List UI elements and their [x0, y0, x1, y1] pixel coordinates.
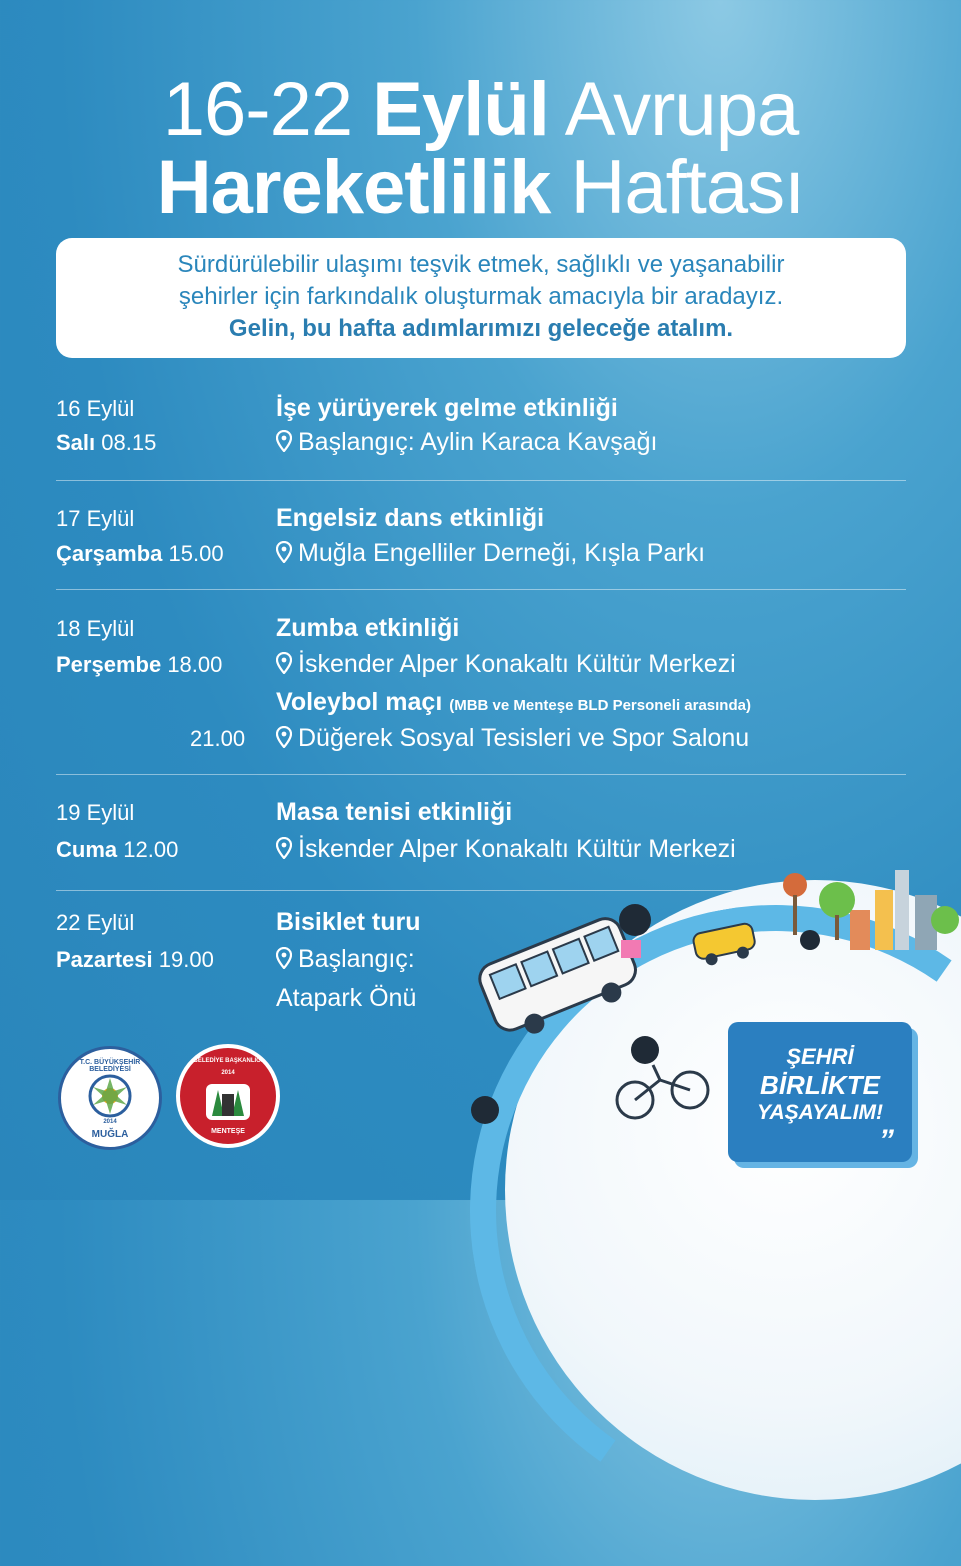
divider [56, 480, 906, 481]
event-day-time: Pazartesi 19.00 [56, 947, 214, 972]
location-pin-icon [276, 726, 292, 748]
headline-line-2: Hareketlilik Haftası [156, 145, 805, 230]
location-pin-icon [276, 430, 292, 452]
location-pin-icon [276, 947, 292, 969]
event-day-time: Salı 08.15 [56, 430, 157, 455]
location-pin-icon [276, 837, 292, 859]
mugla-logo-year: 2014 [103, 1119, 117, 1125]
mentese-logo-top: BELEDİYE BAŞKANLIĞI [193, 1058, 263, 1064]
event-location-line-2: Atapark Önü [276, 984, 417, 1012]
headline-line-1: 16-22 Eylül Avrupa [162, 67, 799, 152]
event-title: Bisiklet turu [276, 908, 421, 936]
location-pin-icon [276, 541, 292, 563]
intro-box [56, 238, 906, 358]
mentese-logo-bottom: MENTEŞE [211, 1128, 245, 1135]
event-title: Zumba etkinliği [276, 614, 460, 642]
event-location: Muğla Engelliler Derneği, Kışla Parkı [276, 537, 705, 569]
slogan-line-3: YAŞAYALIM! [757, 1101, 883, 1124]
event-date: 19 Eylül [56, 800, 135, 825]
slogan-badge [728, 1022, 912, 1162]
flower-emblem-icon [87, 1073, 133, 1119]
mugla-logo-bottom: MUĞLA [91, 1129, 129, 1140]
intro-line-1: Sürdürülebilir ulaşımı teşvik etmek, sağlıklı ve yaşanabilir [177, 251, 785, 278]
mentese-logo-year: 2014 [221, 1070, 235, 1076]
event-day-time: Perşembe 18.00 [56, 652, 223, 677]
event-location: İskender Alper Konakaltı Kültür Merkezi [276, 833, 736, 865]
event-title: İşe yürüyerek gelme etkinliği [276, 394, 618, 422]
slogan-line-1: ŞEHRİ [786, 1044, 854, 1069]
divider [56, 774, 906, 775]
slogan-line-2: BİRLİKTE [760, 1070, 880, 1100]
divider [56, 589, 906, 590]
castle-emblem-icon [204, 1078, 252, 1122]
event-title: Engelsiz dans etkinliği [276, 504, 545, 532]
event-location: Başlangıç: Aylin Karaca Kavşağı [276, 426, 657, 458]
event-date: 22 Eylül [56, 910, 135, 935]
event-location: İskender Alper Konakaltı Kültür Merkezi [276, 648, 736, 680]
event-extra-time: 21.00 [190, 726, 246, 751]
event-day-time: Cuma 12.00 [56, 837, 179, 862]
event-title: Masa tenisi etkinliği [276, 798, 513, 826]
event-extra-location: Düğerek Sosyal Tesisleri ve Spor Salonu [276, 722, 749, 754]
event-date: 17 Eylül [56, 506, 135, 531]
intro-call-to-action: Gelin, bu hafta adımlarımızı geleceğe atalım. [228, 315, 734, 342]
quote-mark-icon: ” [879, 1124, 894, 1157]
mentese-municipality-logo [176, 1044, 280, 1148]
event-extra-title: Voleybol maçı (MBB ve Menteşe BLD Personeli arasında) [276, 688, 751, 716]
event-location: Başlangıç: [276, 943, 415, 975]
location-pin-icon [276, 652, 292, 674]
mugla-logo-top: T.C. BÜYÜKŞEHİR BELEDİYESİ [79, 1059, 141, 1073]
event-day-time: Çarşamba 15.00 [56, 541, 224, 566]
event-date: 16 Eylül [56, 396, 135, 421]
mugla-municipality-logo [58, 1046, 162, 1150]
intro-line-2: şehirler için farkındalık oluşturmak amacıyla bir aradayız. [178, 283, 784, 310]
event-date: 18 Eylül [56, 616, 135, 641]
